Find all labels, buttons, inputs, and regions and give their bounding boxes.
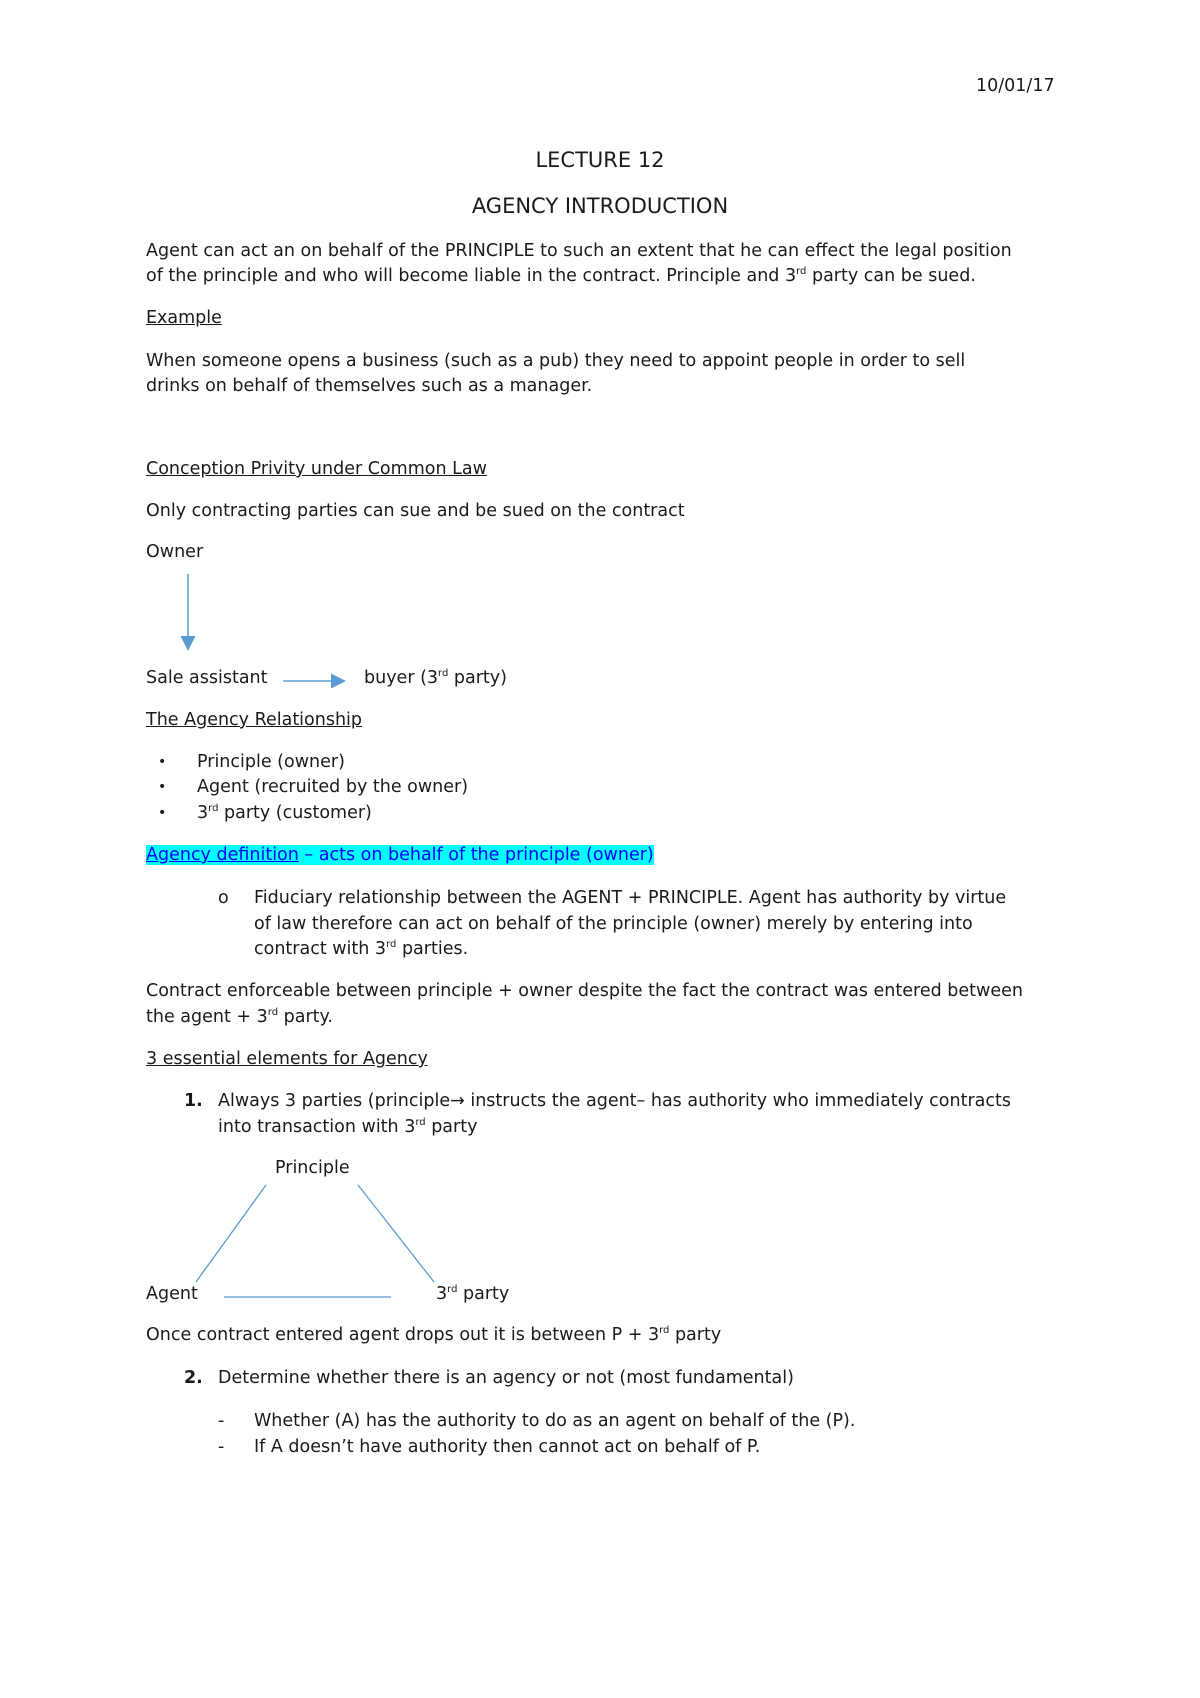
triangle-principle-third-line: [358, 1185, 434, 1282]
date: 10/01/17: [976, 76, 1055, 96]
once-contract-text: Once contract entered agent drops out it is between P + 3rd party: [146, 1325, 722, 1345]
owner-label: Owner: [146, 542, 204, 562]
example-line-2: drinks on behalf of themselves such as a manager.: [146, 376, 593, 396]
intro-line-1: Agent can act an on behalf of the PRINCIPLE to such an extent that he can effect the legal position: [146, 241, 1012, 261]
dash-bullet: -: [218, 1437, 225, 1457]
triangle-principle-agent-line: [196, 1185, 266, 1282]
bullet: •: [158, 779, 167, 795]
triangle-agent-label: Agent: [146, 1284, 198, 1304]
agency-definition-link[interactable]: Agency definition: [146, 845, 299, 865]
enforceable-line-1: Contract enforceable between principle + owner despite the fact the contract was entered between: [146, 981, 1023, 1001]
relationship-item-third-party: 3rd party (customer): [197, 803, 372, 823]
relationship-item-agent: Agent (recruited by the owner): [197, 777, 469, 797]
list-number: 2.: [184, 1368, 203, 1388]
relationship-heading: The Agency Relationship: [146, 710, 363, 730]
definition-line-1: Fiduciary relationship between the AGENT + PRINCIPLE. Agent has authority by virtue: [254, 888, 1007, 908]
agency-definition: Agency definition – acts on behalf of the principle (owner): [146, 845, 654, 865]
definition-line-2: of law therefore can act on behalf of the principle (owner) merely by entering into: [254, 914, 973, 934]
example-line-1: When someone opens a business (such as a pub) they need to appoint people in order to sell: [146, 351, 966, 371]
sale-assistant-label: Sale assistant: [146, 668, 268, 688]
privity-heading: Conception Privity under Common Law: [146, 459, 487, 479]
bullet: •: [158, 754, 167, 770]
elements-heading: 3 essential elements for Agency: [146, 1049, 428, 1069]
triangle-third-party-label: 3rd party: [436, 1284, 510, 1304]
lecture-subtitle: AGENCY INTRODUCTION: [471, 194, 729, 218]
element-1-line-2: into transaction with 3rd party: [218, 1117, 478, 1137]
privity-text: Only contracting parties can sue and be sued on the contract: [146, 501, 685, 521]
element-1-line-1: Always 3 parties (principle→ instructs the agent– has authority who immediately contracts: [218, 1091, 1011, 1111]
list-number: 1.: [184, 1091, 203, 1111]
dash-item-1: Whether (A) has the authority to do as an agent on behalf of the (P).: [254, 1411, 856, 1431]
element-2-text: Determine whether there is an agency or not (most fundamental): [218, 1368, 794, 1388]
sub-bullet: o: [218, 888, 229, 908]
buyer-label: buyer (3rd party): [364, 668, 507, 688]
relationship-item-principle: Principle (owner): [197, 752, 345, 772]
dash-item-2: If A doesn’t have authority then cannot act on behalf of P.: [254, 1437, 761, 1457]
bullet: •: [158, 805, 167, 821]
triangle-principle-label: Principle: [275, 1158, 350, 1178]
enforceable-line-2: the agent + 3rd party.: [146, 1007, 333, 1027]
dash-bullet: -: [218, 1411, 225, 1431]
lecture-title: LECTURE 12: [535, 148, 665, 172]
definition-line-3: contract with 3rd parties.: [254, 939, 469, 959]
intro-line-2: of the principle and who will become liable in the contract. Principle and 3rd party can be sued.: [146, 266, 976, 286]
example-heading: Example: [146, 308, 222, 328]
